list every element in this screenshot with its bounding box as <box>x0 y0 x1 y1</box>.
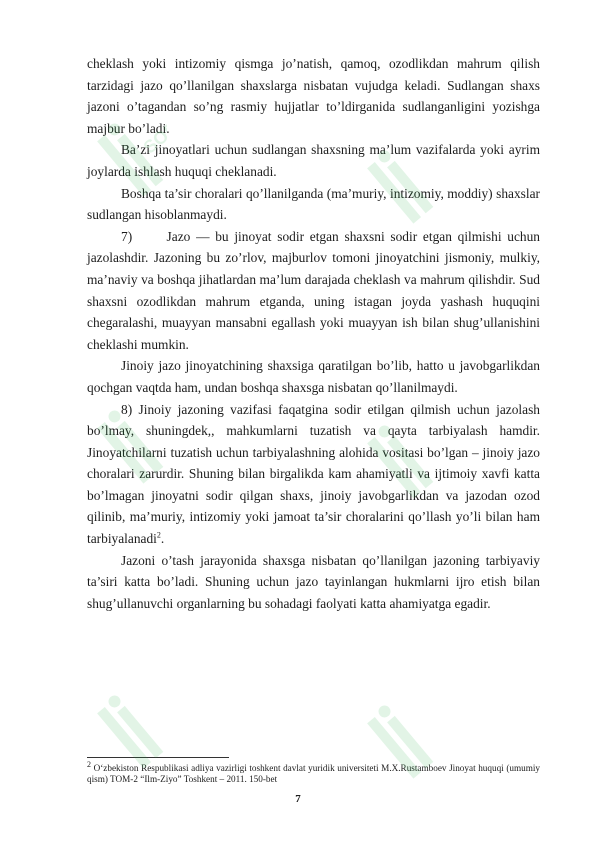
paragraph: Ba’zi jinoyatlari uchun sudlangan shaxsning ma’lum vazifalarda yoki ayrim joylarda ishlash huquqi cheklanadi. <box>87 142 540 179</box>
footnote-reference[interactable]: 2 <box>156 530 161 540</box>
paragraph-end: . <box>160 531 165 547</box>
footnote-mark: 2 <box>87 759 91 769</box>
watermark-logo <box>95 690 167 774</box>
paragraph: Boshqa ta’sir choralari qo’llanilganda (ma’muriy, intizomiy, moddiy) shaxslar sudlangan hisoblanmaydi. <box>87 185 540 223</box>
page-number: 7 <box>295 793 301 805</box>
watermark-logo <box>365 420 437 504</box>
watermark-logo <box>365 145 437 229</box>
paragraph: cheklash yoki intizomiy qismga jo’natish, qamoq, ozodlikdan mahrum qilish tarzidagi jazo qo’llanilgan shaxslarga nisbatan vujudga keladi. Sudlangan shaxs jazoni o’tagandan so’ng rasmiy hujjatlar to’ldirganida sudlanganligini yozishga majbur bo’ladi. <box>87 56 540 136</box>
footnote-text: O‘zbekiston Respublikasi adliya vazirligi toshkent davlat yuridik universiteti M.X.Rustamboev Jinoyat huquqi (umumiy qism) TOM-2 “Ilm-Ziyo” Toshkent – 2011. 150-bet <box>87 763 540 785</box>
watermark-logo <box>365 700 437 784</box>
watermark-logo <box>95 405 167 489</box>
paragraph: Jazoni o’tash jarayonida shaxsga nisbatan qo’llanilgan jazoning tarbiyaviy ta’siri katta bo’ladi. Shuning uchun jazo tayinlangan hukmlarni ijro etish bilan shug’ullanuvchi organlarning bu sohadagi faolyati katta ahamiyatga egadir. <box>87 552 540 611</box>
watermark-logo <box>95 118 167 202</box>
paragraph-text: 8) Jinoiy jazoning vazifasi faqatgina sodir etilgan qilmish uchun jazolash bo’lmay, shuningdek,, mahkumlarni tuzatish va qayta tarbiyalash hamdir. Jinoyatchilarni tuzatish uchun tarbiyalashning alohida vositasi bo’lgan – jinoiy jazo choralari zarurdir. Shuning bilan birgalikda kam ahamiyatli va ijtimoiy xavfi katta bo’lmagan jinoyatni sodir qilgan shaxs, jinoiy javobgarlikdan va jazodan ozod qilinib, ma’muriy, intizomiy yoki jamoat ta’sir choralarini qo’llash yo’li bilan ham tarbiyalanadi <box>87 401 540 547</box>
watermark-text: SOFT <box>139 118 167 158</box>
paragraph: 7) Jazo — bu jinoyat sodir etgan shaxsni sodir etgan qilmishi uchun jazolashdir. Jazoning bu zo’rlov, majburlov tomoni jinoyatchini jismoniy, mulkiy, ma’naviy va boshqa jihatlardan ma’lum darajada cheklash va mahrum qilishdir. Sud shaxsni ozodlikdan mahrum etganda, uning istagan joyda yashash huquqini chegaralashi, muayyan mansabni egallash yoki muayyan ish bilan shug’ullanishini cheklashi mumkin. <box>87 228 544 352</box>
paragraph: Jinoiy jazo jinoyatchining shaxsiga qaratilgan bo’lib, hatto u javobgarlikdan qochgan vaqtda ham, undan boshqa shaxsga nisbatan qo’llanilmaydi. <box>87 358 540 395</box>
